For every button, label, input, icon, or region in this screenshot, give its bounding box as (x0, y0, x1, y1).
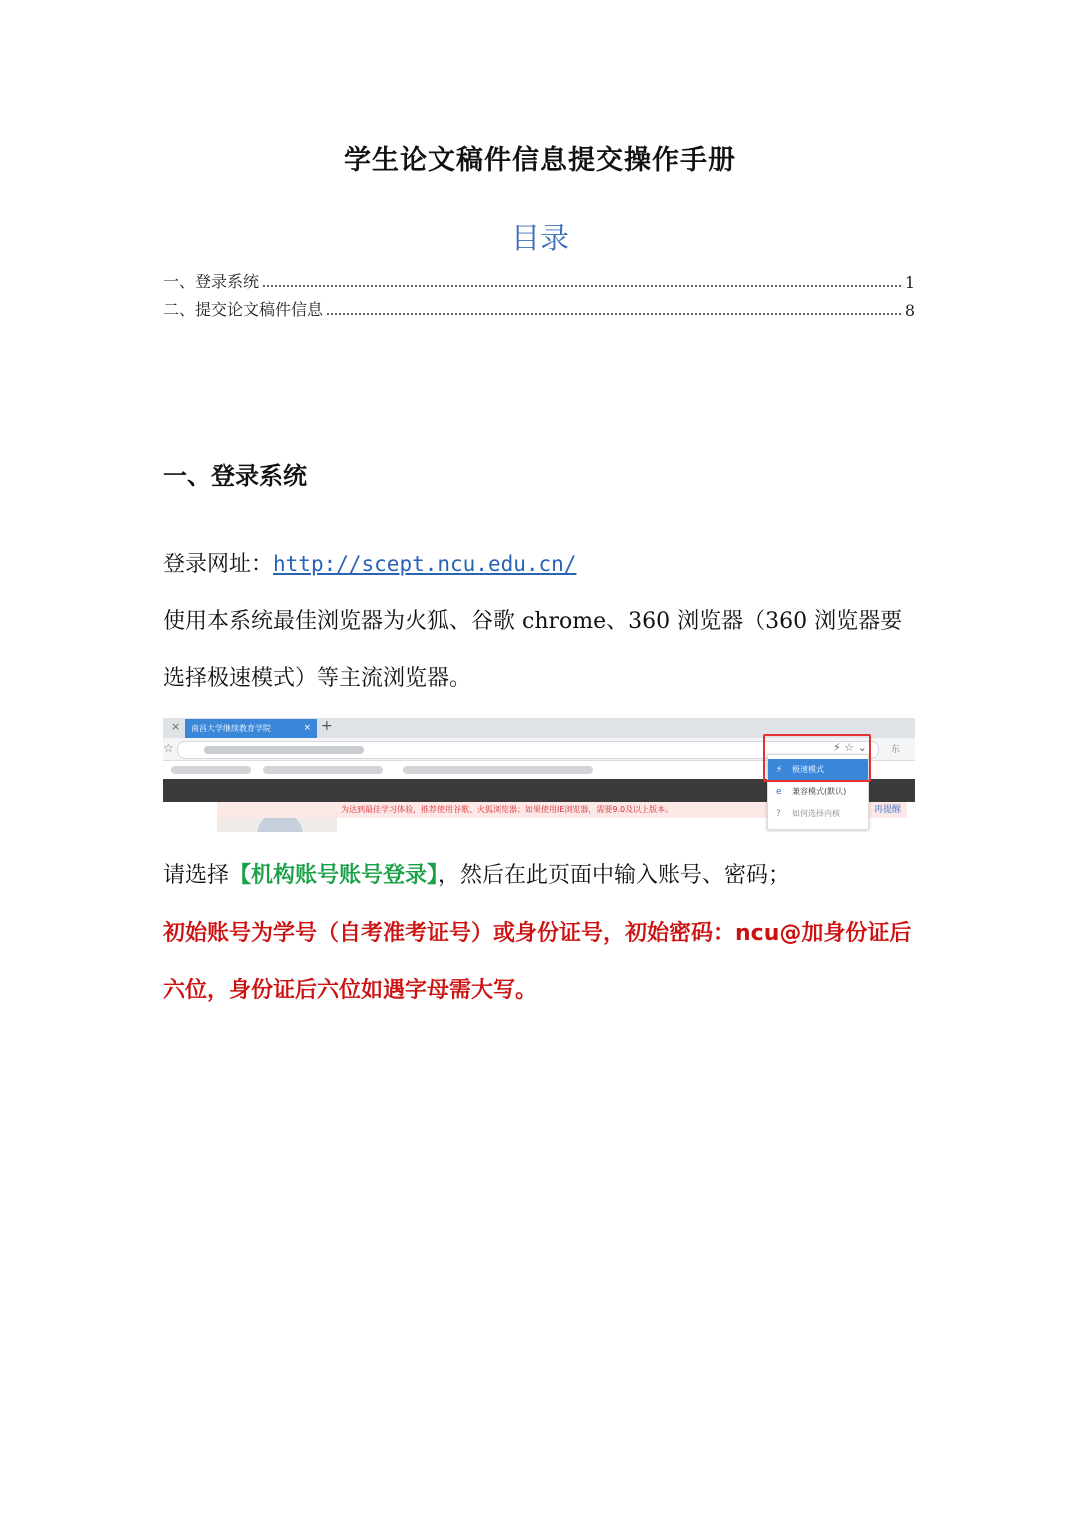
login-url-paragraph (163, 536, 915, 593)
address-bar-extra: 东 (891, 745, 901, 755)
document-title: 学生论文稿件信息提交操作手册 (344, 145, 736, 176)
banner-remind-link: 再提醒 (873, 805, 901, 815)
menu-item-how-to-choose (768, 803, 868, 825)
new-tab-icon: + (321, 718, 333, 734)
section-heading-login: 一、登录系统 (163, 462, 307, 490)
org-account-login-highlight: 【机构账号账号登录】 (229, 863, 439, 888)
tab-label: 南昌大学继续教育学院 (191, 724, 271, 733)
menu-item-label: 兼容模式(默认) (792, 787, 847, 796)
browser-screenshot-figure (163, 718, 915, 832)
login-url-link[interactable]: http://scept.ncu.edu.cn/ (273, 552, 577, 576)
lightning-and-star-icons: ⚡ ☆ ⌄ (833, 741, 867, 754)
menu-item-label: 如何选择内核 (792, 809, 840, 818)
toc-entry[interactable] (163, 296, 915, 320)
toc-entry-label: 一、登录系统 (163, 272, 260, 291)
blurred-bookmark (171, 766, 251, 774)
close-icon: × (171, 720, 181, 733)
ie-icon: e (776, 787, 782, 797)
close-icon: × (303, 723, 311, 733)
star-icon: ☆ (163, 741, 174, 755)
select-suffix: ，然后在此页面中输入账号、密码； (438, 863, 791, 888)
login-url-label: 登录网址： (163, 552, 274, 577)
login-instruction-paragraph (163, 847, 915, 904)
toc-entry-page: 8 (904, 301, 915, 320)
question-icon: ? (776, 809, 781, 819)
select-prefix: 请选择 (163, 863, 230, 888)
toc-entry-page: 1 (904, 273, 915, 292)
banner-message: 为达到最佳学习体验，推荐使用谷歌、火狐浏览器；如果使用IE浏览器，需要9.0及以上版本。 (341, 805, 674, 814)
toc-leader-dots (327, 313, 901, 315)
browser-recommendation-paragraph: 使用本系统最佳浏览器为火狐、谷歌 chrome、360 浏览器（360 浏览器要选择极速模式）等主流浏览器。 (163, 609, 903, 691)
menu-item-label: 极速模式 (792, 765, 824, 774)
toc-heading: 目录 (510, 221, 569, 255)
blurred-url (204, 746, 364, 754)
blurred-bookmark (263, 766, 383, 774)
browser-tab (185, 719, 317, 738)
toc-entry[interactable] (163, 268, 915, 292)
lightning-icon: ⚡ (776, 765, 783, 775)
highlight-frame (763, 734, 871, 782)
menu-item-compat-mode (768, 781, 868, 803)
toc-entry-label: 二、提交论文稿件信息 (163, 300, 324, 319)
initial-account-warning: 初始账号为学号（自考准考证号）或身份证号，初始密码：ncu@加身份证后六位，身份证后六位如遇字母需大写。 (163, 921, 912, 1003)
blurred-bookmark (463, 766, 593, 774)
toc-leader-dots (263, 285, 901, 287)
